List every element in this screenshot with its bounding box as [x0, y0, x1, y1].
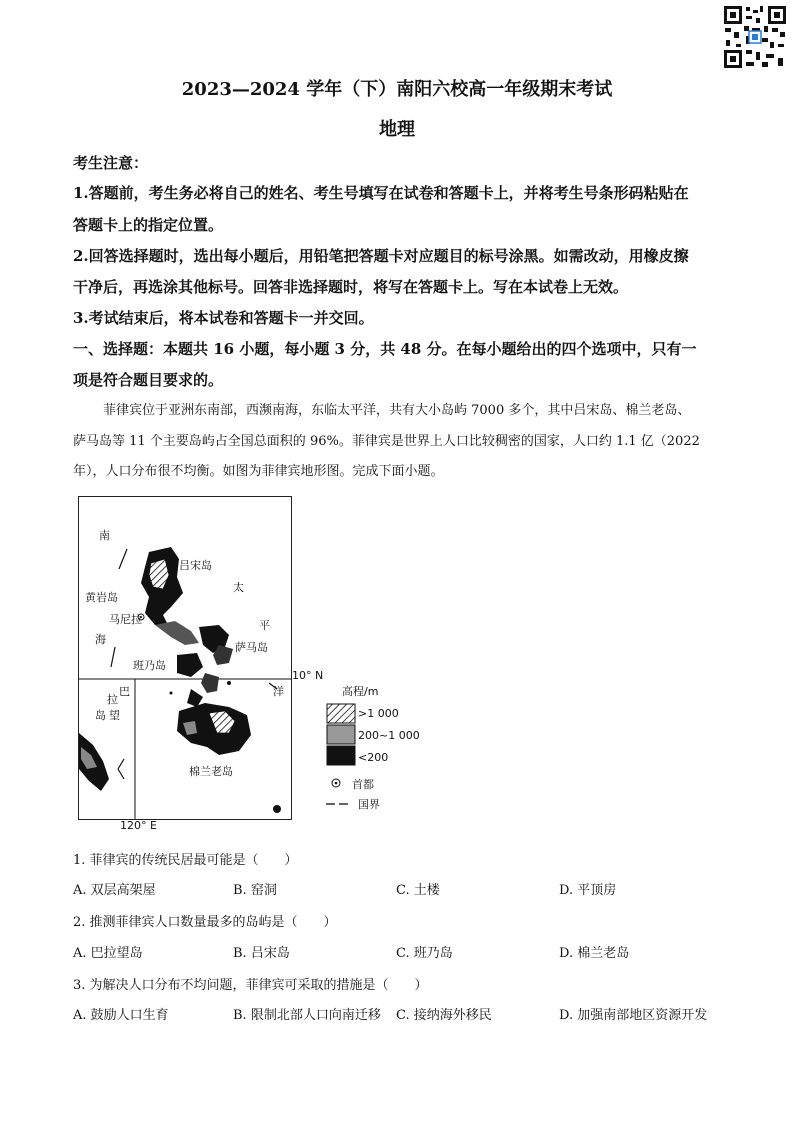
notice-line-1a: 1.答题前，考生务必将自己的姓名、考生号填写在试卷和答题卡上，并将考生号条形码粘贴在	[73, 184, 689, 202]
label-ping: 平	[259, 619, 270, 632]
section-heading-line-2: 项是符合题目要求的。	[73, 371, 224, 389]
legend-swatch-mid	[327, 725, 355, 744]
question-3-option-a: A. 鼓励人口生育	[73, 1008, 169, 1023]
terrain-map-drawing	[79, 497, 291, 819]
longitude-label: 120° E	[120, 819, 157, 832]
notice-heading: 考生注意：	[73, 154, 149, 172]
question-3-option-c: C. 接纳海外移民	[396, 1008, 492, 1023]
question-2-option-c: C. 班乃岛	[396, 946, 453, 961]
question-2-option-a: A. 巴拉望岛	[73, 946, 143, 961]
question-2-option-d: D. 棉兰老岛	[559, 946, 630, 961]
qr-code-image	[722, 4, 788, 70]
border-line-icon	[326, 801, 350, 807]
legend-high: >1 000	[358, 707, 399, 720]
notice-line-3: 3.考试结束后，将本试卷和答题卡一并交回。	[73, 309, 374, 327]
passage-line-2: 萨马岛等 11 个主要岛屿占全国总面积的 96%。菲律宾是世界上人口比较稠密的国家，人口约 1.1 亿（2022	[73, 434, 700, 449]
label-ba: 巴	[119, 685, 130, 698]
label-mindanao: 棉兰老岛	[189, 765, 233, 778]
legend-low: <200	[358, 751, 389, 764]
question-3-option-b: B. 限制北部人口向南迁移	[233, 1008, 381, 1023]
legend-border: 国界	[358, 798, 380, 811]
question-3-option-d: D. 加强南部地区资源开发	[559, 1008, 708, 1023]
question-3-stem: 3. 为解决人口分布不均问题，菲律宾可采取的措施是（ ）	[73, 978, 428, 993]
latitude-label: 10° N	[292, 669, 324, 682]
question-1-stem: 1. 菲律宾的传统民居最可能是（ ）	[73, 853, 298, 868]
question-1-option-c: C. 土楼	[396, 883, 440, 898]
label-luzon: 吕宋岛	[179, 559, 212, 572]
notice-line-1b: 答题卡上的指定位置。	[73, 216, 224, 234]
question-1-option-a: A. 双层高架屋	[73, 883, 156, 898]
label-palawan-dao: 岛	[95, 709, 106, 722]
label-panay: 班乃岛	[133, 659, 166, 672]
legend-mid: 200~1 000	[358, 729, 420, 742]
legend-swatches	[326, 703, 356, 767]
label-manila: 马尼拉	[109, 613, 142, 626]
philippines-terrain-map	[78, 496, 292, 820]
subject-title: 地理	[379, 119, 415, 140]
notice-line-2a: 2.回答选择题时，选出每小题后，用铅笔把答题卡对应题目的标号涂黑。如需改动，用橡皮擦	[73, 247, 689, 265]
label-samar: 萨马岛	[235, 641, 268, 654]
label-tai: 太	[233, 581, 244, 594]
question-2-stem: 2. 推测菲律宾人口数量最多的岛屿是（ ）	[73, 915, 337, 930]
legend-swatch-low	[327, 746, 355, 765]
passage-line-1: 菲律宾位于亚洲东南部，西濒南海，东临太平洋，共有大小岛屿 7000 多个，其中吕宋岛、棉兰老岛、	[103, 403, 691, 418]
legend-title: 高程/m	[342, 685, 379, 698]
legend-swatch-high	[327, 704, 355, 723]
label-south: 南	[99, 529, 110, 542]
label-hai-west: 海	[95, 633, 106, 646]
label-la: 拉	[107, 693, 118, 706]
legend-capital: 首都	[352, 778, 374, 791]
section-heading-line-1: 一、选择题：本题共 16 小题，每小题 3 分，共 48 分。在每小题给出的四个选项中，只有一	[73, 340, 697, 358]
question-2-option-b: B. 吕宋岛	[233, 946, 290, 961]
question-1-option-b: B. 窑洞	[233, 883, 277, 898]
map-legend	[322, 683, 432, 819]
label-yang: 洋	[273, 685, 284, 698]
label-huangyan-island: 黄岩岛	[85, 591, 118, 604]
passage-line-3: 年），人口分布很不均衡。如图为菲律宾地形图。完成下面小题。	[73, 464, 444, 479]
notice-line-2b: 干净后，再选涂其他标号。回答非选择题时，将写在答题卡上。写在本试卷上无效。	[73, 278, 629, 296]
exam-title: 2023—2024 学年（下）南阳六校高一年级期末考试	[181, 79, 613, 100]
question-1-option-d: D. 平顶房	[559, 883, 617, 898]
capital-icon	[330, 777, 342, 789]
label-wang: 望	[109, 709, 120, 722]
